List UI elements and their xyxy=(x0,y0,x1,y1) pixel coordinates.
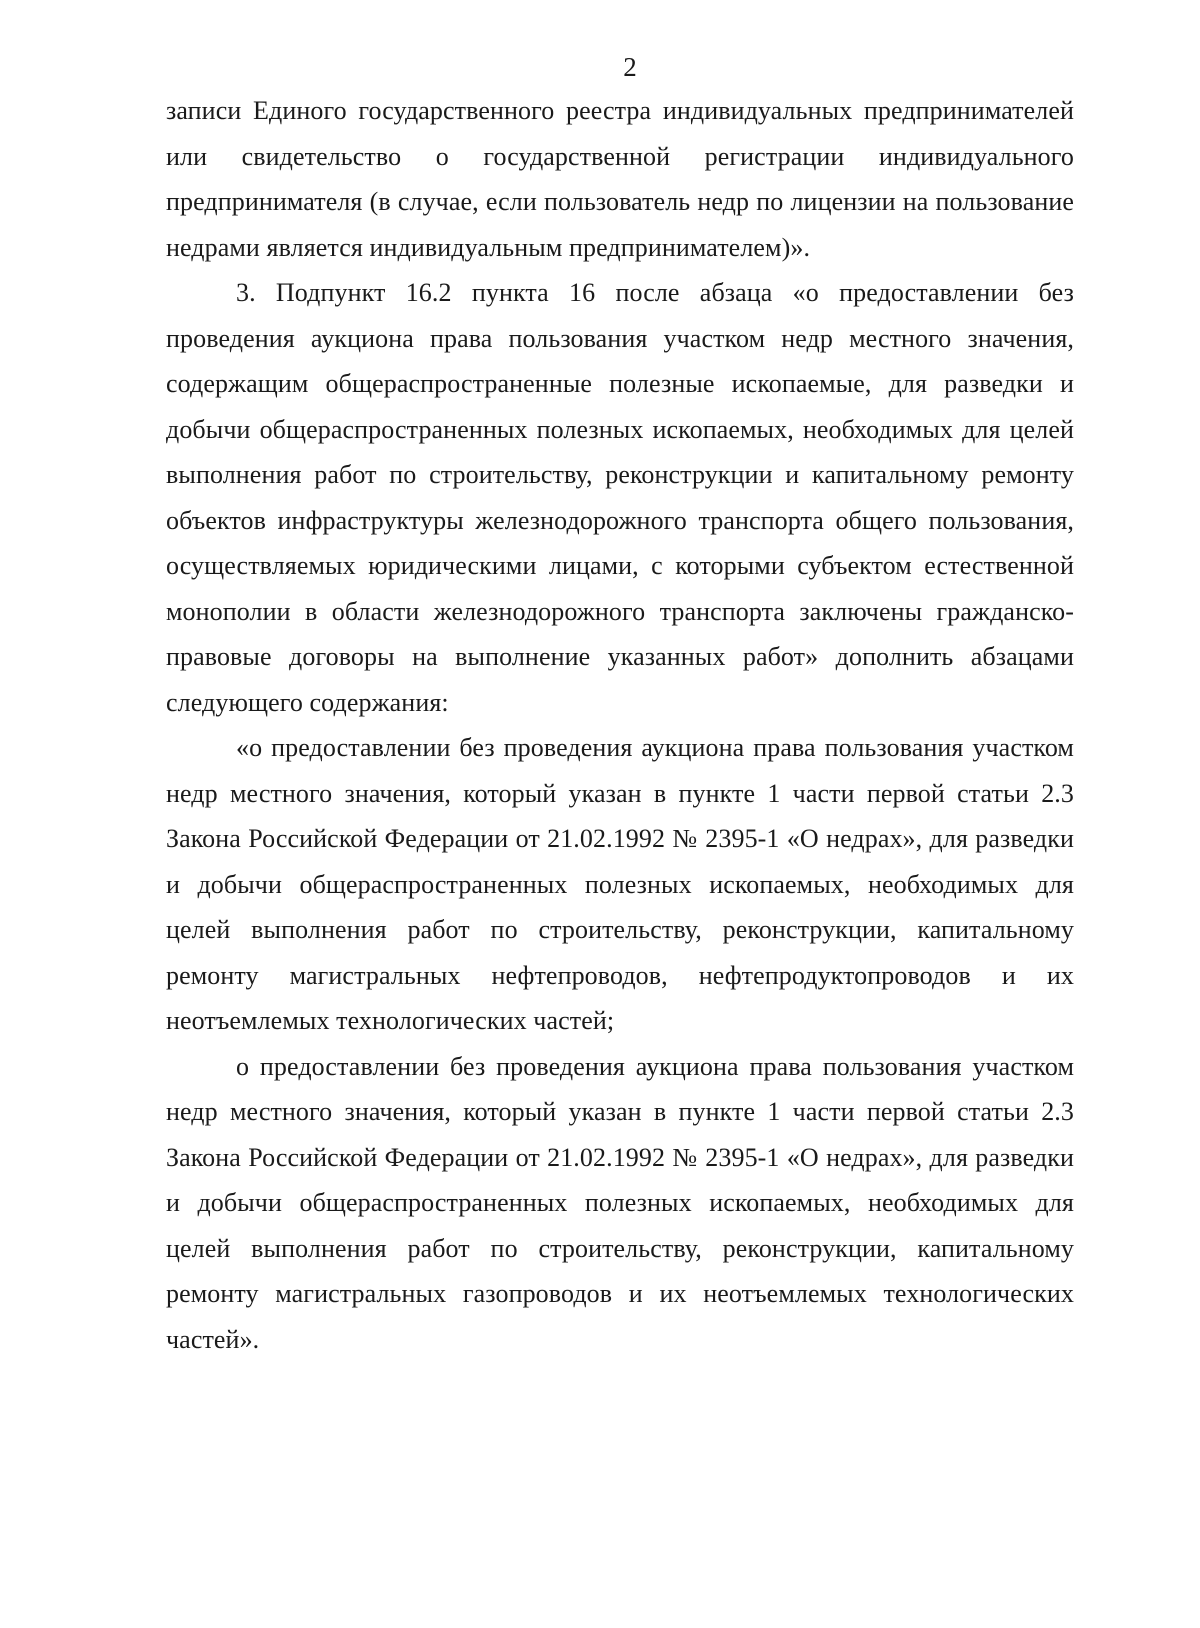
page-number: 2 xyxy=(623,52,637,82)
paragraph-continuation: записи Единого государственного реестра индивидуальных предпринимателей или свидетельство о государственной регистрации индивидуального предпринимателя (в случае, если пользователь недр по лицензии на пользование недрами является индивидуальным предпринимателем)». xyxy=(166,96,1074,262)
paragraph-item-3: 3. Подпункт 16.2 пункта 16 после абзаца «о предоставлении без проведения аукциона права пользования участком недр местного значения, содержащим общераспространенные полезные ископаемые, для разведки и добычи общераспространенных полезных ископаемых, необходимых для целей выполнения работ по строительству, реконструкции и капитальному ремонту объектов инфраструктуры железнодорожного транспорта общего пользования, осуществляемых юридическими лицами, с которыми субъектом естественной монополии в области железнодорожного транспорта заключены гражданско-правовые договоры на выполнение указанных работ» дополнить абзацами следующего содержания: xyxy=(166,278,1074,717)
document-body xyxy=(166,88,1074,1362)
paragraph-gas-pipelines: о предоставлении без проведения аукциона права пользования участком недр местного значения, который указан в пункте 1 части первой статьи 2.3 Закона Российской Федерации от 21.02.1992 № 2395-1 «О недрах», для разведки и добычи общераспространенных полезных ископаемых, необходимых для целей выполнения работ по строительству, реконструкции, капитальному ремонту магистральных газопроводов и их неотъемлемых технологических частей». xyxy=(166,1051,1074,1354)
paragraph-oil-pipelines: «о предоставлении без проведения аукциона права пользования участком недр местного значения, который указан в пункте 1 части первой статьи 2.3 Закона Российской Федерации от 21.02.1992 № 2395-1 «О недрах», для разведки и добычи общераспространенных полезных ископаемых, необходимых для целей выполнения работ по строительству, реконструкции, капитальному ремонту магистральных нефтепроводов, нефтепродуктопроводов и их неотъемлемых технологических частей; xyxy=(166,733,1074,1035)
